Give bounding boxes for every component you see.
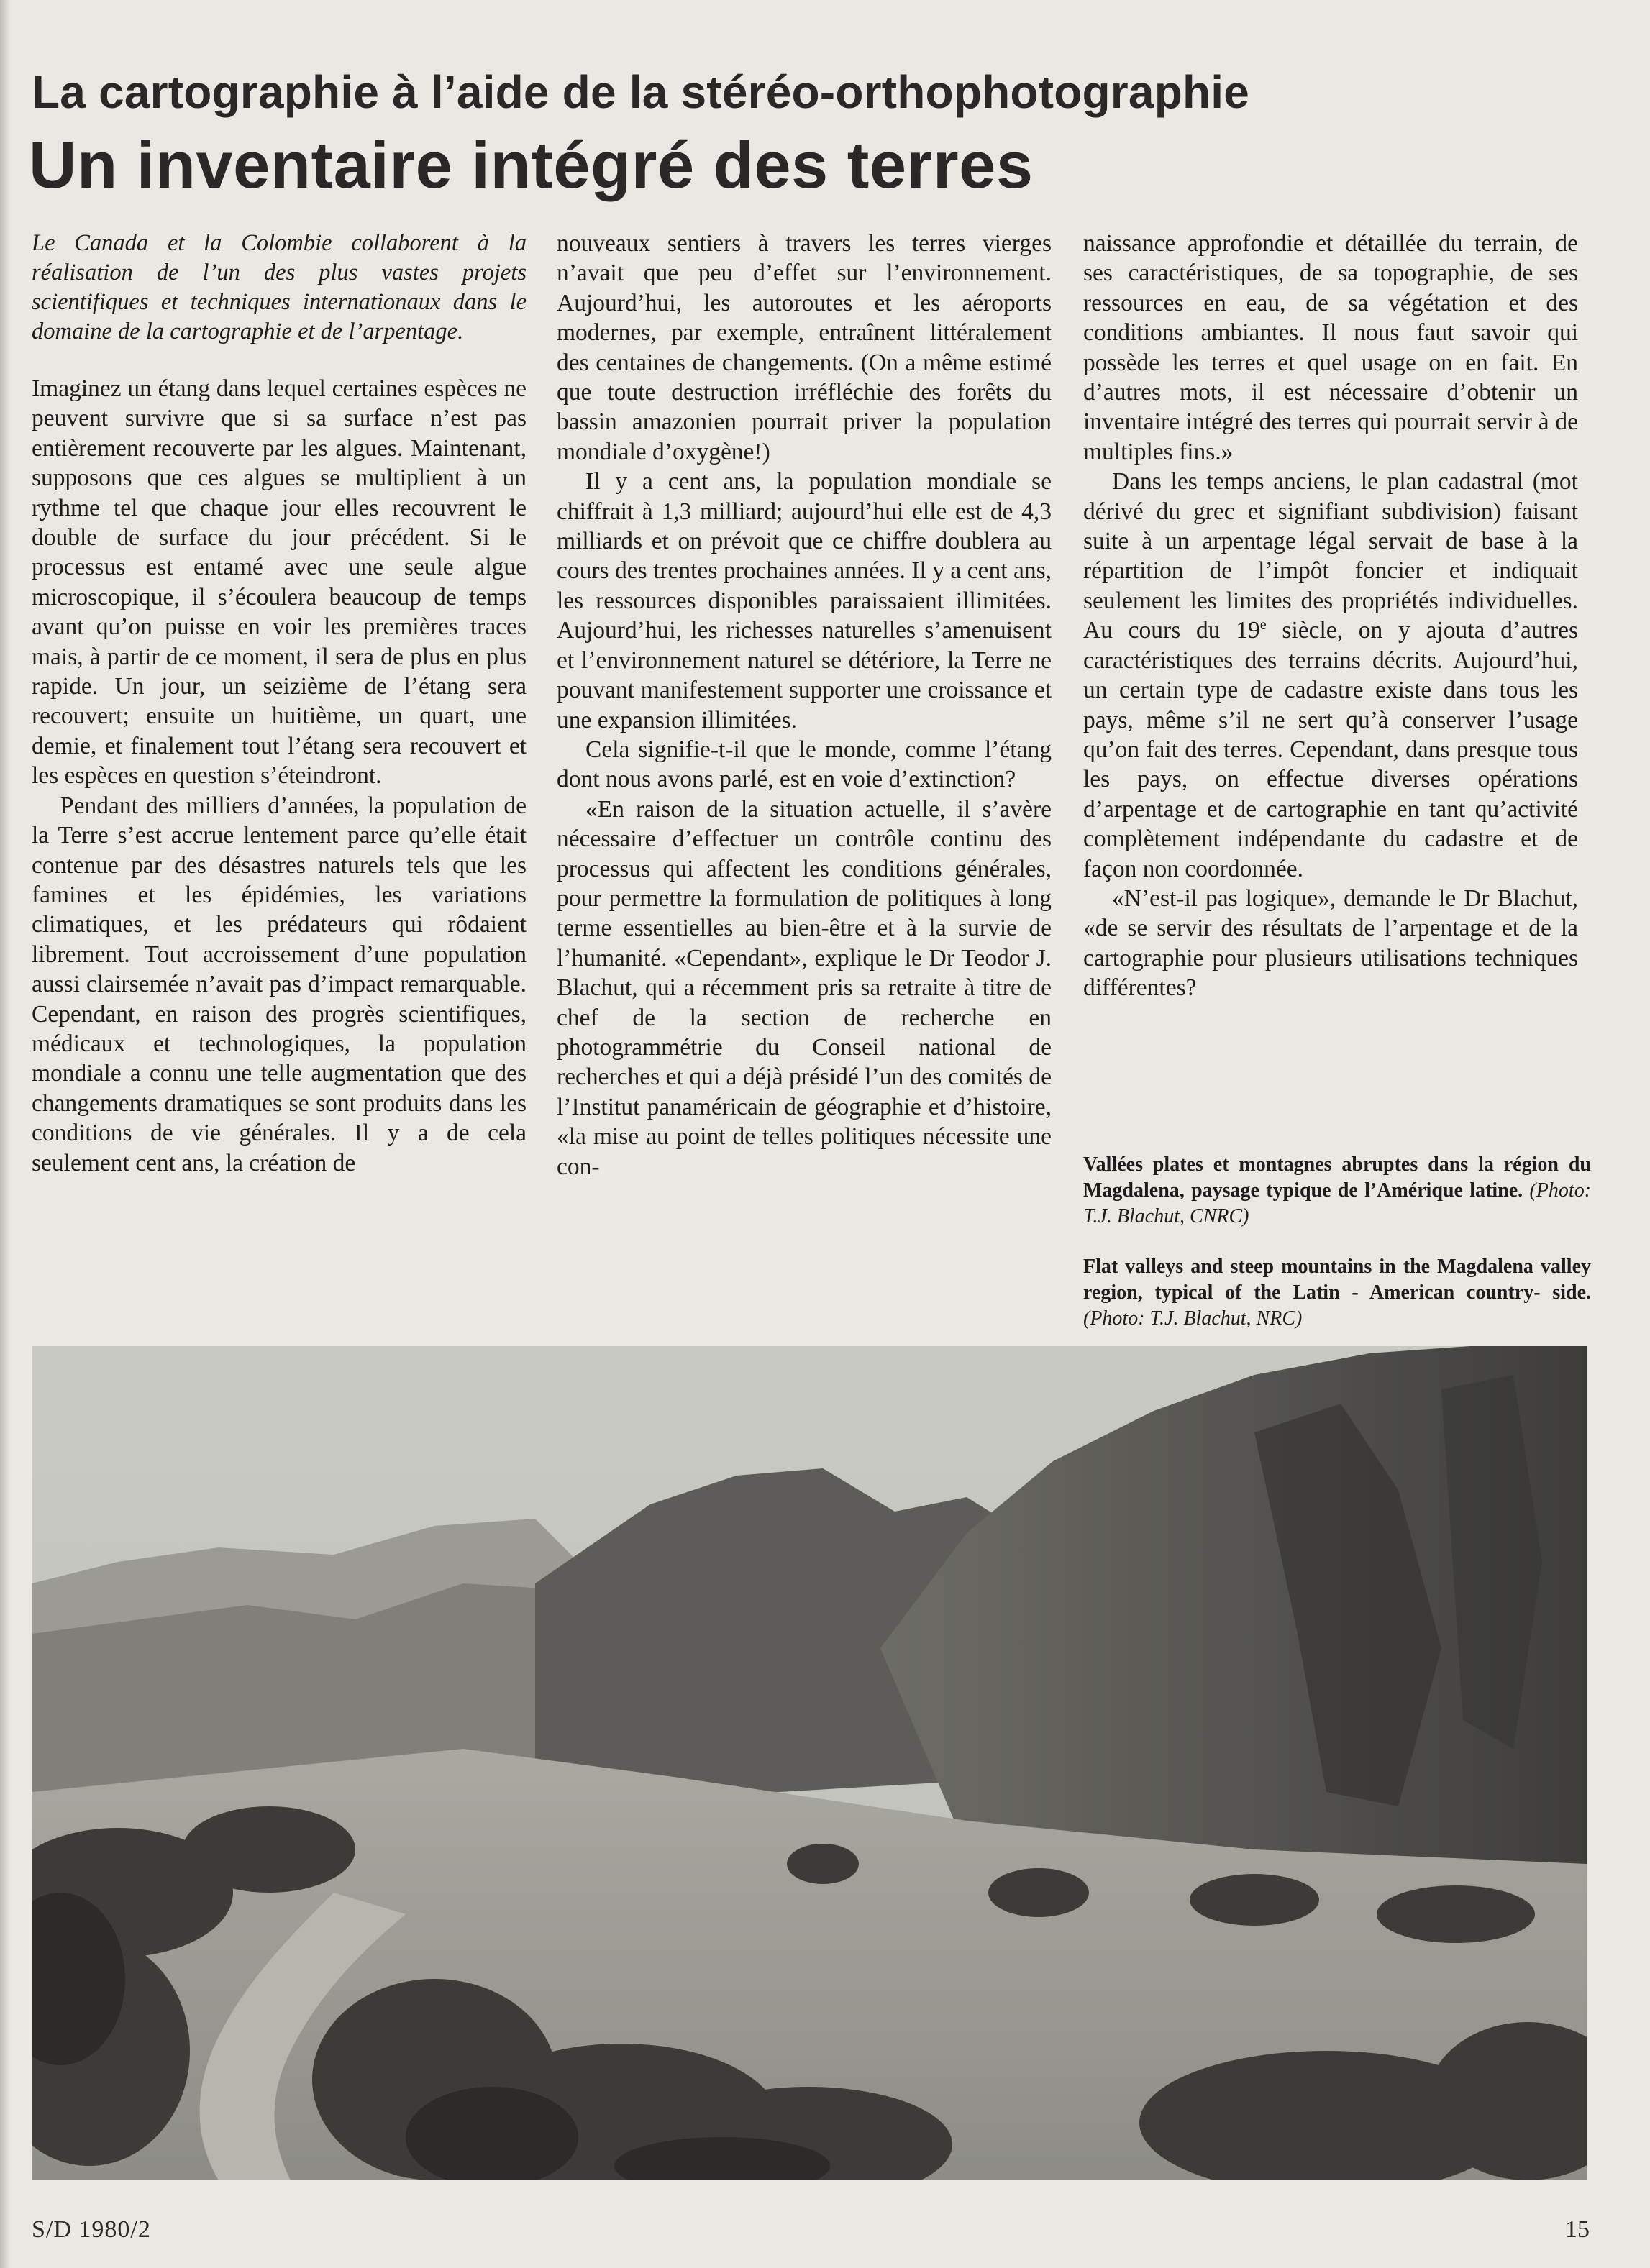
photo-credit: (Photo: T.J. Blachut, CNRC): [1083, 1179, 1592, 1227]
paragraph-text: siècle, on y ajouta d’autres caractéristiques des terrains décrits. Aujourd’hui, un certain type de cadastre existe dans tous les pays, même s’il ne sert qu’à conserver l’usage qu’on fait des terres. Cependant, dans presque tous les pays, on effectue diverses opérations d’arpentage et de cartographie en tant qu’activité complètement indépendante du cadastre et de façon non coordonnée.: [1083, 617, 1579, 882]
text-column-3: [1083, 229, 1578, 1003]
article-title: Un inventaire intégré des terres: [29, 129, 1034, 202]
paragraph: «N’est-il pas logique», demande le Dr Blachut, «de se servir des résultats de l’arpentage et de la cartographie pour plusieurs utilisations techniques différentes?: [1083, 884, 1578, 1002]
page-number: 15: [1565, 2216, 1590, 2243]
page-edge-shadow: [0, 0, 10, 2268]
paragraph: nouveaux sentiers à travers les terres vierges n’avait que peu d’effet sur l’environnement. Aujourd’hui, les autoroutes et les aéroports modernes, par exemple, entraînent littéralement des centaines de changements. (On a même estimé que toute destruction irréfléchie des forêts du bassin amazonien pourrait priver la population mondiale d’oxygène!): [557, 230, 1052, 465]
paragraph: Imaginez un étang dans lequel certaines espèces ne peuvent survivre que si sa surface n’est pas entièrement recouverte par les algues. Maintenant, supposons que ces algues se multiplient à un rythme tel que chaque jour elles recouvrent le double de surface du jour précédent. Si le processus est entamé avec une seule algue microscopique, il s’écoulera beaucoup de temps avant qu’on puisse en voir les premières traces mais, à partir de ce moment, il sera de plus en plus rapide. Un jour, un seizième de l’étang sera recouvert; ensuite un huitième, un quart, une demie, et finalement tout l’étang sera recouvert et les espèces en question s’éteindront.: [32, 375, 527, 790]
landscape-photo: [32, 1346, 1587, 2180]
article-lead: Le Canada et la Colombie collaborent à la réalisation de l’un des plus vastes projets scientifiques et techniques internationaux dans le domaine de la cartographie et de l’arpentage.: [32, 230, 527, 344]
publication-label: S/D 1980/2: [32, 2216, 151, 2243]
paragraph: Il y a cent ans, la population mondiale se chiffrait à 1,3 milliard; aujourd’hui elle est de 4,3 milliards et on prévoit que ce chiffre doublera au cours des trentes prochaines années. Il y a cent ans, les ressources disponibles paraissaient illimitées. Aujourd’hui, les richesses naturelles s’amenuisent et l’environnement naturel se détériore, la Terre ne pouvant manifestement supporter une croissance et une expansion illimitées.: [557, 468, 1052, 733]
paragraph-text: Dans les temps anciens, le plan cadastral (mot dérivé du grec et signifiant subdivision) faisant suite à un arpentage légal servait de base à la répartition de l’impôt foncier et indiquait seulement les limites des propriétés individuelles. Au cours du: [1083, 468, 1578, 644]
photo-credit: (Photo: T.J. Blachut, NRC): [1083, 1307, 1303, 1330]
photo-caption-english: [1083, 1254, 1591, 1332]
paragraph: [1083, 467, 1578, 884]
photo-caption-french: [1083, 1152, 1591, 1230]
ordinal-superscript: e: [1259, 617, 1267, 634]
text-column-1: [32, 229, 527, 1178]
text-column-2: [557, 229, 1052, 1181]
caption-text: Vallées plates et montagnes abruptes dans la région du Magdalena, paysage typique de l’Amérique latine.: [1083, 1153, 1591, 1202]
caption-text: Flat valleys and steep mountains in the Magdalena valley region, typical of the Latin - American country- side.: [1083, 1256, 1591, 1304]
paragraph: Pendant des milliers d’années, la population de la Terre s’est accrue lentement parce qu’elle était contenue par des désastres naturels tels que les famines et les épidémies, les variations climatiques, et les prédateurs qui rôdaient librement. Tout accroissement d’une population aussi clairsemée n’avait pas d’impact remarquable. Cependant, en raison des progrès scientifiques, médicaux et technologiques, la population mondiale a connu une telle augmentation que des changements dramatiques se sont produits dans les conditions de vie générales. Il y a de cela seulement cent ans, la création de: [32, 792, 527, 1176]
century-number: 19: [1236, 617, 1260, 644]
paragraph: Cela signifie-t-il que le monde, comme l’étang dont nous avons parlé, est en voie d’extinction?: [557, 736, 1052, 793]
paragraph: naissance approfondie et détaillée du terrain, de ses caractéristiques, de sa topographie, de ses ressources en eau, de sa végétation et des conditions ambiantes. Il nous faut savoir qui possède les terres et quel usage on en fait. En d’autres mots, il est nécessaire d’obtenir un inventaire intégré des terres qui pourrait servir à de multiples fins.»: [1083, 230, 1578, 465]
article-kicker: La cartographie à l’aide de la stéréo-orthophotographie: [32, 66, 1250, 118]
paragraph: «En raison de la situation actuelle, il s’avère nécessaire d’effectuer un contrôle continu des processus qui affectent les conditions générales, pour permettre la formulation de politiques à long terme essentielles au bien-être et à la survie de l’humanité. «Cependant», explique le Dr Teodor J. Blachut, qui a récemment pris sa retraite à titre de chef de la section de recherche en photogrammétrie du Conseil national de recherches et qui a déjà présidé l’un des comités de l’Institut panaméricain de géographie et d’histoire, «la mise au point de telles politiques nécessite une con-: [557, 795, 1052, 1180]
